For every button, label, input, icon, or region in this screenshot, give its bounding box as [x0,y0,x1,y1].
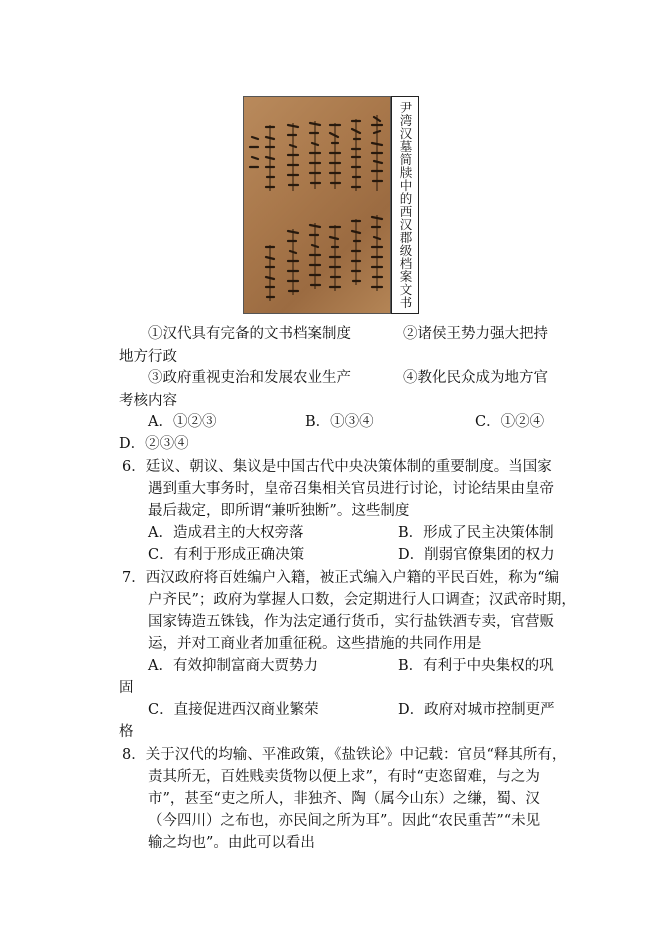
slip-strokes-illustration [244,97,391,314]
q8-stem-line-1: 8．关于汉代的均输、平准政策，《盐铁论》中记载：官员“释其所有， [122,747,567,763]
q6-option-d: D．削弱官僚集团的权力 [398,547,555,563]
q7-stem-line-4: 运，并对工商业者加重征税。这些措施的共同作用是 [148,636,482,652]
q7-stem-line-2: 户齐民”；政府为掌握人口数，会定期进行人口调查；汉武帝时期， [148,592,576,608]
q5-option-d: D．②③④ [119,436,189,452]
q7-option-a: A．有效抑制富商大贾势力 [148,658,318,674]
q5-option-c: C．①②④ [475,414,545,430]
q5-statement-2-cont: 地方行政 [119,349,177,365]
figure-caption: 尹湾汉墓简牍中的西汉郡级档案文书 [391,96,419,314]
bamboo-slip-photo [243,96,391,314]
q7-option-d: D．政府对城市控制更严 [398,702,555,718]
q7-stem-line-3: 国家铸造五铢钱，作为法定通行货币，实行盐铁酒专卖，官营贩 [148,614,554,630]
q6-stem-line-1: 6．廷议、朝议、集议是中国古代中央决策体制的重要制度。当国家 [122,459,552,475]
q5-statement-1: ①汉代具有完备的文书档案制度 [148,326,351,342]
q7-option-b: B．有利于中央集权的巩 [398,658,554,674]
q6-option-b: B．形成了民主决策体制 [398,525,554,541]
q6-stem-line-3: 最后裁定，即所谓“兼听独断”。这些制度 [148,503,410,519]
q7-option-b-cont: 固 [119,680,134,696]
q5-option-b: B．①③④ [305,414,374,430]
q7-stem-line-1: 7．西汉政府将百姓编户入籍，被正式编入户籍的平民百姓，称为“编 [122,570,560,586]
q7-option-d-cont: 格 [119,724,134,740]
q7-option-c: C．直接促进西汉商业繁荣 [148,702,319,718]
q8-stem-line-3: 市”，甚至“吏之所人，非独齐、陶（属今山东）之缣，蜀、汉 [148,791,540,807]
q5-statement-4-cont: 考核内容 [119,393,177,409]
q8-stem-line-5: 输之均也”。由此可以看出 [148,835,315,851]
q6-option-c: C．有利于形成正确决策 [148,547,305,563]
figure-bamboo-slips [243,96,419,314]
q8-stem-line-4: （今四川）之布也，亦民间之所为耳”。因此“农民重苦”“未见 [148,813,541,829]
q6-option-a: A．造成君主的大权旁落 [148,525,304,541]
q5-statement-3: ③政府重视吏治和发展农业生产 [148,370,351,386]
q8-stem-line-2: 责其所无，百姓贱卖货物以便上求”，有时“吏恣留难，与之为 [148,769,540,785]
q6-stem-line-2: 遇到重大事务时，皇帝召集相关官员进行讨论，讨论结果由皇帝 [148,481,554,497]
q5-statement-2: ②诸侯王势力强大把持 [403,326,548,342]
q5-statement-4: ④教化民众成为地方官 [403,370,548,386]
q5-option-a: A．①②③ [148,414,217,430]
